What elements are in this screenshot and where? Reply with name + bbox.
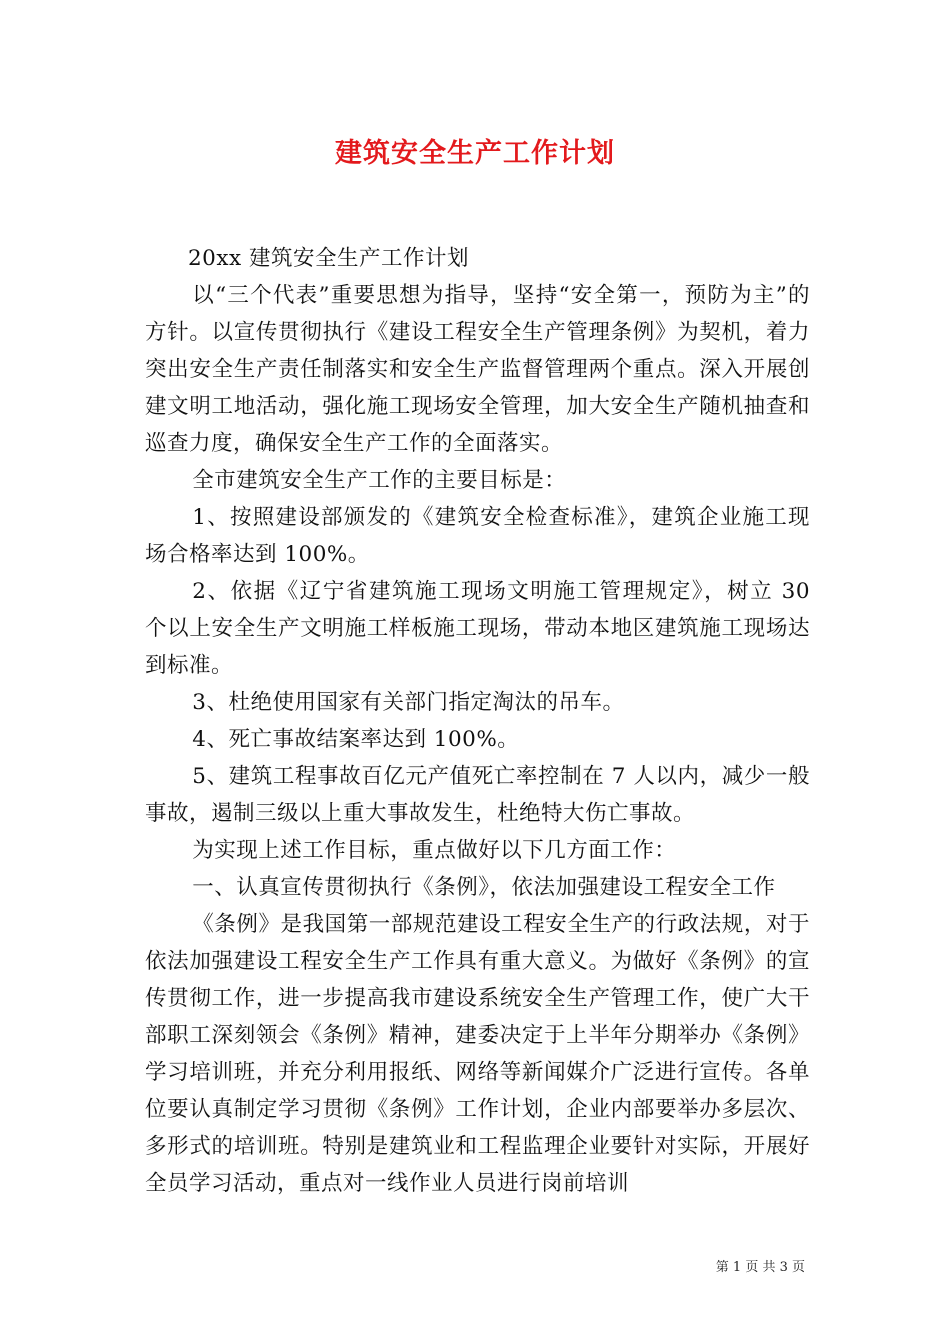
- intro-paragraph: 以“三个代表”重要思想为指导，坚持“安全第一，预防为主”的方针。以宣传贯彻执行《建设工程安全生产管理条例》为契机，着力突出安全生产责任制落实和安全生产监督管理两个重点。深入开展创建文明工地活动，强化施工现场安全管理，加大安全生产随机抽查和巡查力度，确保安全生产工作的全面落实。: [145, 283, 810, 456]
- page-number: 第 1 页 共 3 页: [715, 1260, 805, 1275]
- goal-item-5: 5、建筑工程事故百亿元产值死亡率控制在 7 人以内，减少一般事故，遏制三级以上重大事故发生，杜绝特大伤亡事故。: [145, 764, 810, 826]
- goals-heading: 全市建筑安全生产工作的主要目标是：: [192, 468, 567, 493]
- goal-item-4: 4、死亡事故结案率达到 100%。: [192, 727, 520, 752]
- section-1-paragraph: 《条例》是我国第一部规范建设工程安全生产的行政法规，对于依法加强建设工程安全生产工作具有重大意义。为做好《条例》的宣传贯彻工作，进一步提高我市建设系统安全生产管理工作，使广大干部职工深刻领会《条例》精神，建委决定于上半年分期举办《条例》学习培训班，并充分利用报纸、网络等新闻媒介广泛进行宣传。各单位要认真制定学习贯彻《条例》工作计划，企业内部要举办多层次、多形式的培训班。特别是建筑业和工程监理企业要针对实际，开展好全员学习活动，重点对一线作业人员进行岗前培训: [145, 912, 810, 1196]
- document-body: [145, 240, 810, 1202]
- document-subtitle: 20xx 建筑安全生产工作计划: [188, 246, 469, 271]
- goal-item-2: 2、依据《辽宁省建筑施工现场文明施工管理规定》，树立 30 个以上安全生产文明施工样板施工现场，带动本地区建筑施工现场达到标准。: [145, 579, 810, 678]
- page-title: 建筑安全生产工作计划: [335, 138, 615, 169]
- tasks-intro: 为实现上述工作目标，重点做好以下几方面工作：: [192, 838, 677, 863]
- goal-item-1: 1、按照建设部颁发的《建筑安全检查标准》，建筑企业施工现场合格率达到 100%。: [145, 505, 810, 567]
- goal-item-3: 3、杜绝使用国家有关部门指定淘汰的吊车。: [192, 690, 625, 715]
- section-heading-1: 一、认真宣传贯彻执行《条例》，依法加强建设工程安全工作: [192, 875, 776, 900]
